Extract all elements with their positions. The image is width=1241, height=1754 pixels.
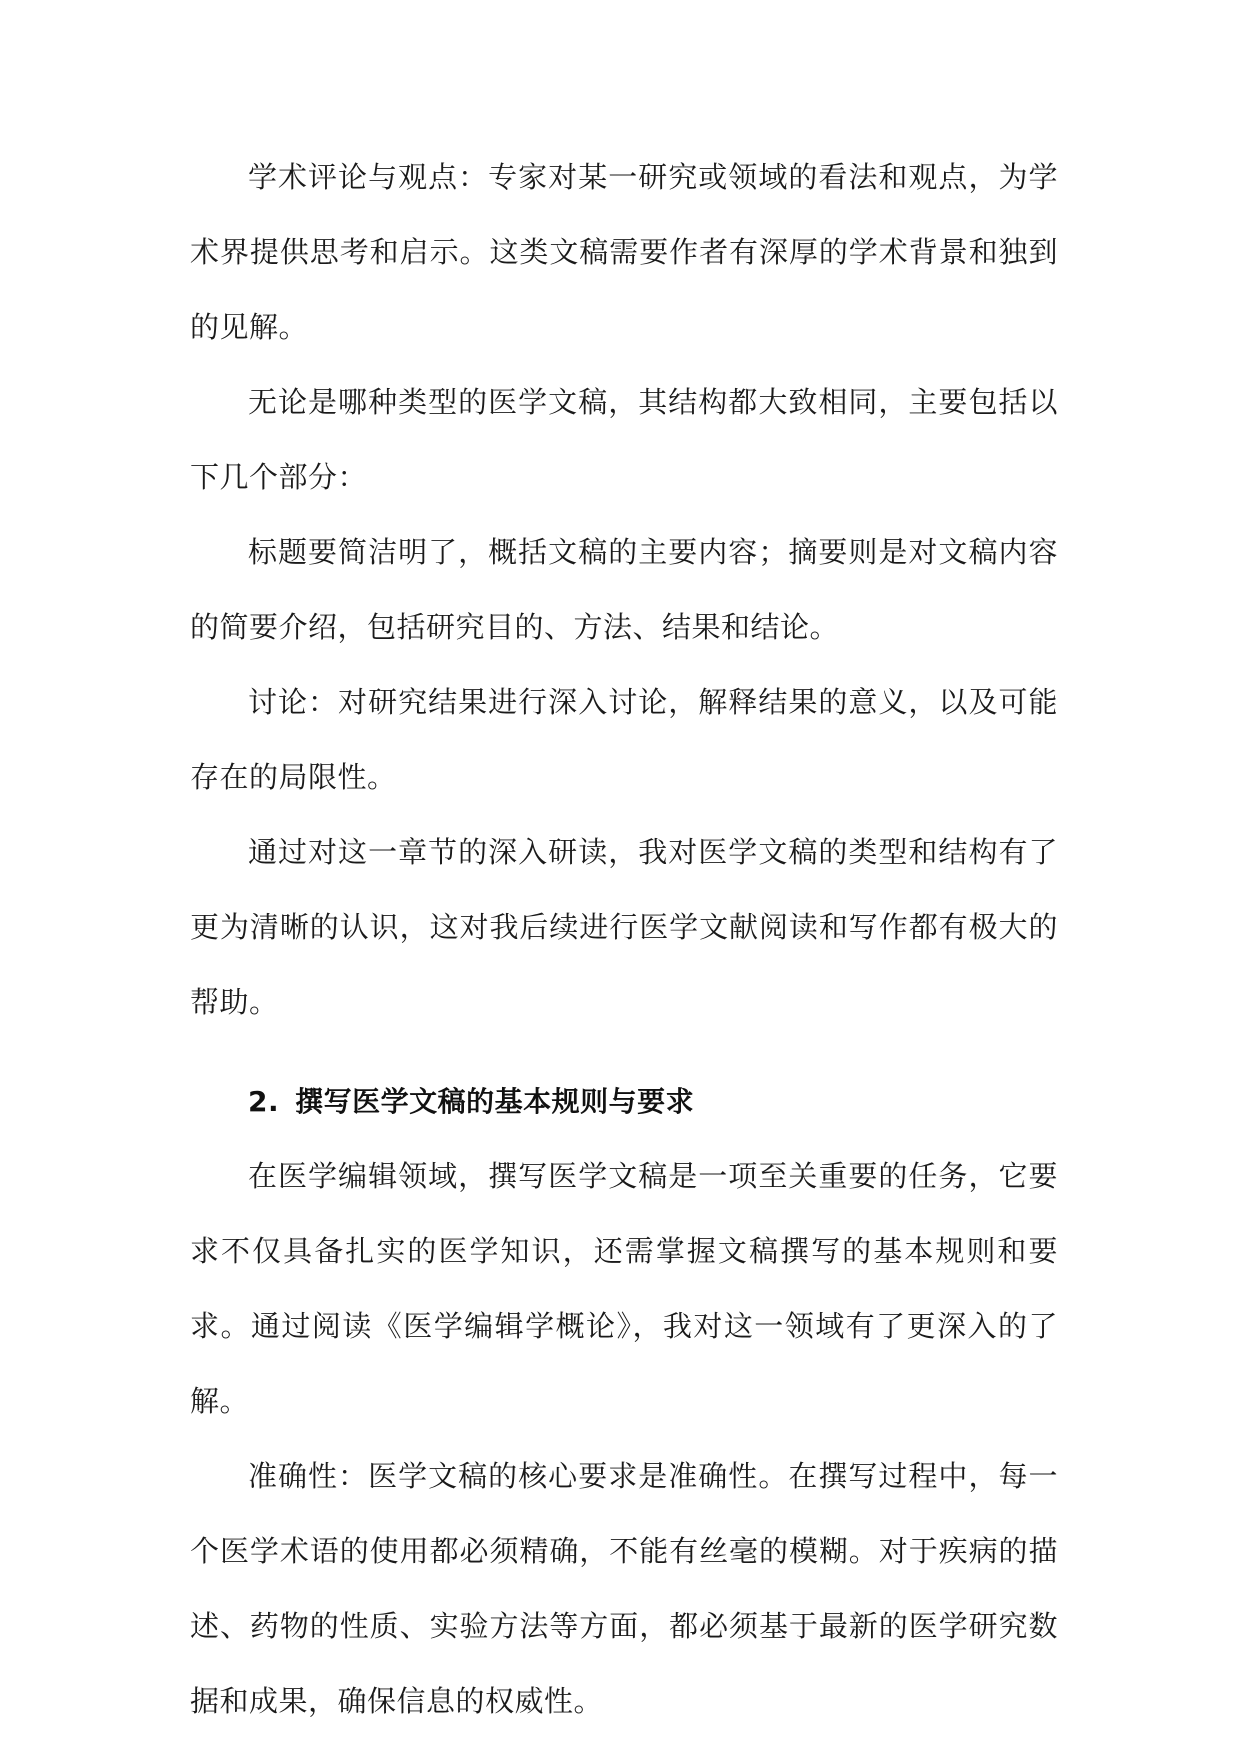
paragraph-structure-intro: 无论是哪种类型的医学文稿，其结构都大致相同，主要包括以下几个部分： [190, 385, 1058, 494]
section-number: 2. [248, 1085, 280, 1118]
document-body [190, 140, 1058, 1739]
section-heading [190, 1064, 1058, 1139]
paragraph-discussion: 讨论：对研究结果进行深入讨论，解释结果的意义，以及可能存在的局限性。 [190, 685, 1058, 794]
paragraph-title-abstract: 标题要简洁明了，概括文稿的主要内容；摘要则是对文稿内容的简要介绍，包括研究目的、方法、结果和结论。 [190, 535, 1058, 644]
paragraph-writing-intro: 在医学编辑领域，撰写医学文稿是一项至关重要的任务，它要求不仅具备扎实的医学知识，还需掌握文稿撰写的基本规则和要求。通过阅读《医学编辑学概论》，我对这一领域有了更深入的了解。 [190, 1159, 1058, 1418]
paragraph-chapter-summary: 通过对这一章节的深入研读，我对医学文稿的类型和结构有了更为清晰的认识，这对我后续进行医学文献阅读和写作都有极大的帮助。 [190, 835, 1058, 1019]
section-title: 撰写医学文稿的基本规则与要求 [295, 1085, 695, 1118]
paragraph-accuracy: 准确性：医学文稿的核心要求是准确性。在撰写过程中，每一个医学术语的使用都必须精确，不能有丝毫的模糊。对于疾病的描述、药物的性质、实验方法等方面，都必须基于最新的医学研究数据和成果，确保信息的权威性。 [190, 1459, 1058, 1718]
paragraph-academic-review: 学术评论与观点：专家对某一研究或领域的看法和观点，为学术界提供思考和启示。这类文稿需要作者有深厚的学术背景和独到的见解。 [190, 160, 1058, 344]
